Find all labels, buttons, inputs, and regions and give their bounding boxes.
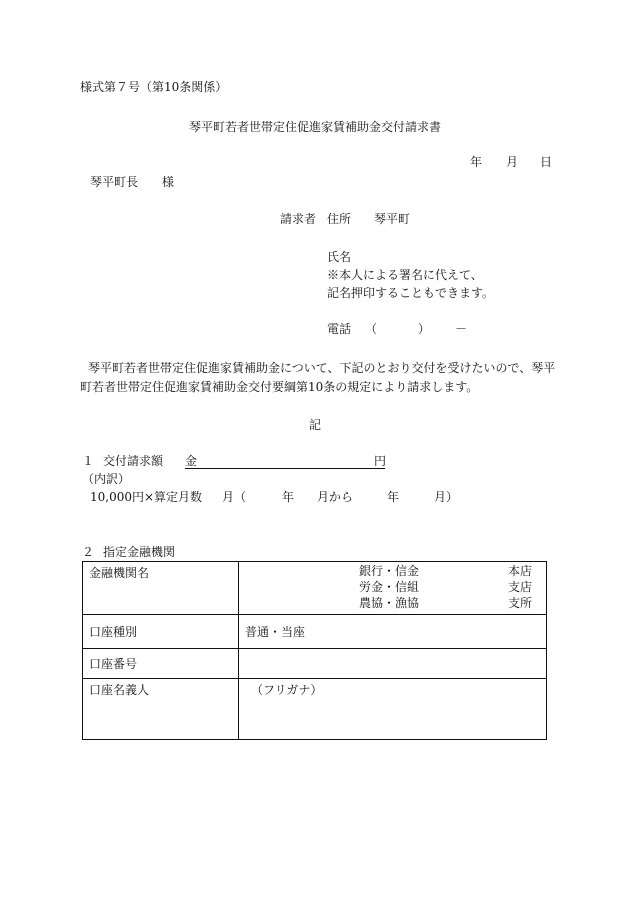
start-year: 年: [282, 490, 295, 504]
requester-label: 請求者: [280, 212, 317, 226]
phone-dash: －: [455, 322, 468, 336]
breakdown-label: （内訳）: [82, 472, 131, 486]
yen-label: 円: [374, 454, 387, 468]
body-text-line2: 町若者世帯定住促進家賃補助金交付要綱第10条の規定により請求します。: [80, 380, 479, 394]
account-holder-label: 口座名義人: [83, 679, 239, 740]
calc-formula: 10,000円×算定月数: [90, 490, 203, 504]
form-number: 様式第７号（第10条関係）: [80, 80, 228, 94]
date-year: 年: [470, 155, 483, 169]
account-holder-field[interactable]: [239, 679, 547, 740]
account-type-label: 口座種別: [83, 615, 239, 649]
body-text-line1: 琴平町若者世帯定住促進家賃補助金について、下記のとおり交付を受けたいので、琴平: [88, 361, 556, 375]
date-day: 日: [540, 155, 553, 169]
address-value: 琴平町: [374, 212, 411, 226]
account-holder-row: [83, 679, 547, 740]
bank-type-right: 支所: [507, 596, 532, 610]
bank-name-cell[interactable]: [239, 562, 547, 615]
furigana-label: （フリガナ）: [251, 683, 323, 697]
months-unit: 月（: [222, 490, 247, 504]
phone-close-paren: ）: [418, 322, 431, 336]
date-month: 月: [506, 155, 519, 169]
bank-type-right: 支店: [507, 580, 532, 594]
addressee: 琴平町長 様: [90, 175, 175, 189]
phone-label: 電話: [327, 322, 352, 336]
bank-type-row: [245, 563, 540, 579]
bank-type-left: 労金・信組: [359, 580, 420, 594]
bank-type-left: 農協・漁協: [359, 596, 420, 610]
section2-label: 指定金融機関: [103, 545, 176, 559]
start-month-from: 月から: [317, 490, 354, 504]
bank-type-left: 銀行・信金: [359, 564, 420, 578]
section2-number: ２: [82, 545, 95, 559]
bank-name-label: 金融機関名: [83, 562, 239, 615]
end-month: 月）: [434, 490, 459, 504]
phone-open-paren: （: [365, 322, 378, 336]
account-type-value[interactable]: 普通・当座: [239, 615, 547, 649]
seal-note-line1: ※本人による署名に代えて、: [327, 268, 483, 282]
document-title: 琴平町若者世帯定住促進家賃補助金交付請求書: [188, 120, 441, 134]
ki-heading: 記: [308, 418, 321, 432]
bank-name-row: [83, 562, 547, 615]
bank-type-row: [245, 579, 540, 595]
kin-label: 金: [185, 454, 198, 468]
bank-type-right: 本店: [507, 564, 532, 578]
bank-table: [82, 561, 547, 740]
seal-note-line2: 記名押印することもできます。: [327, 286, 495, 300]
section1-number: １: [82, 454, 95, 468]
account-number-field[interactable]: [239, 649, 547, 679]
name-label: 氏名: [327, 250, 352, 264]
request-amount-field[interactable]: [185, 454, 385, 469]
account-number-label: 口座番号: [83, 649, 239, 679]
account-type-row: [83, 615, 547, 649]
section1-label: 交付請求額: [103, 454, 164, 468]
end-year: 年: [387, 490, 400, 504]
account-number-row: [83, 649, 547, 679]
address-label: 住所: [327, 212, 352, 226]
bank-type-row: [245, 595, 540, 611]
